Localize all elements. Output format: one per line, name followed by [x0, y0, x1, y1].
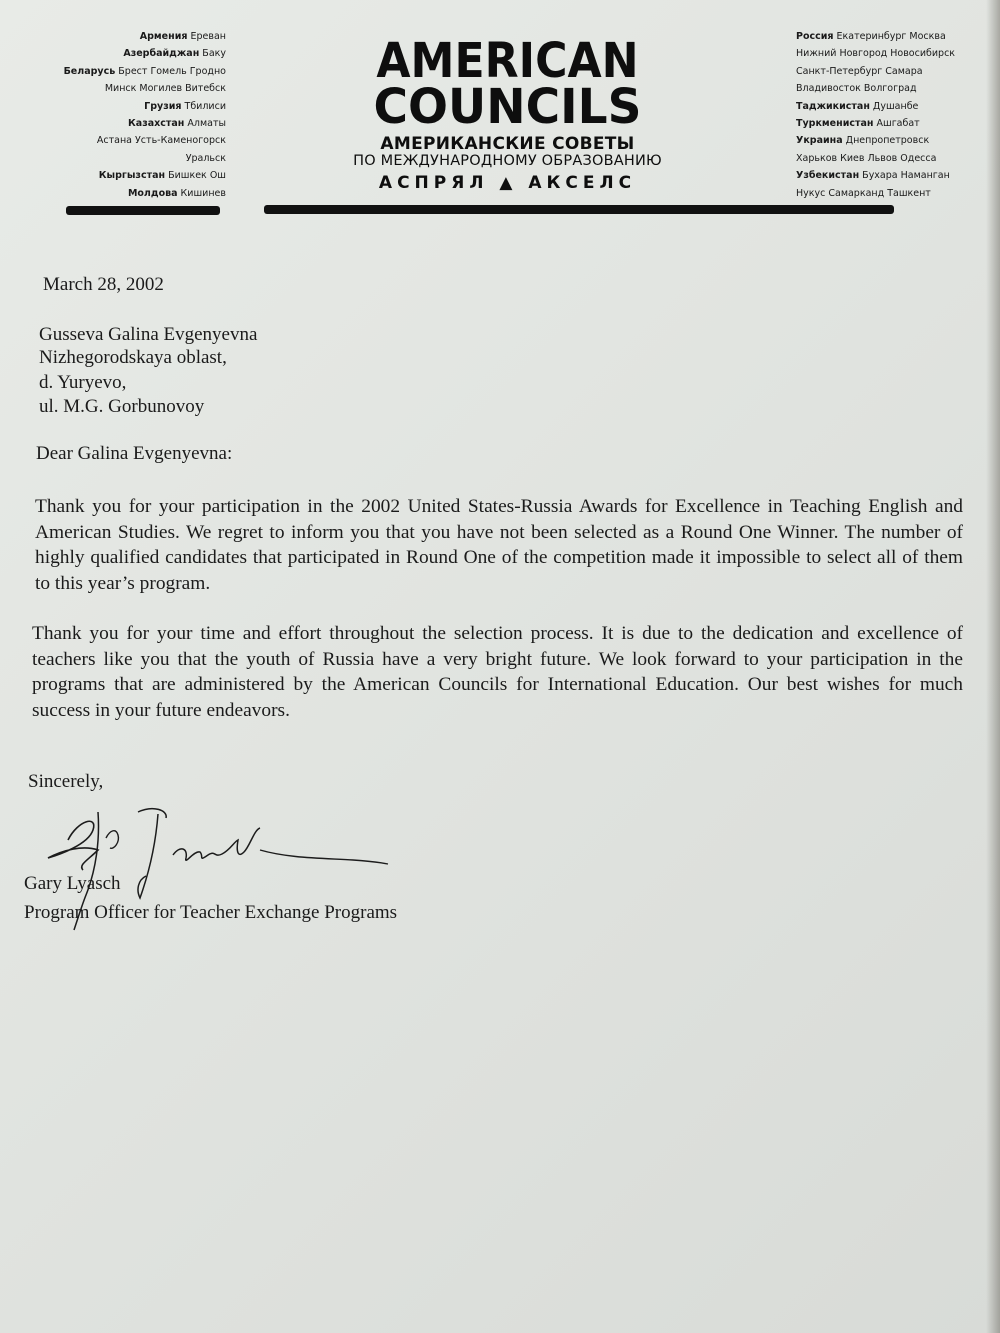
office-line: Минск Могилев Витебск — [104, 83, 226, 95]
closing: Sincerely, — [28, 771, 104, 792]
office-line: Грузия Тбилиси — [144, 100, 226, 112]
office-line: Астана Усть-Каменогорск — [96, 135, 226, 147]
brand-title-line2: COUNCILS — [373, 79, 642, 135]
recipient-street: ul. M.G. Gorbunovoy — [39, 396, 205, 417]
american-councils-logo — [330, 33, 685, 194]
office-line: Азербайджан Баку — [123, 48, 226, 60]
letterhead-right-offices — [796, 28, 996, 202]
office-line: Армения Ереван — [139, 31, 226, 42]
brand-title-line1: AMERICAN — [376, 33, 639, 89]
brand-russian-line1: АМЕРИКАНСКИЕ СОВЕТЫ — [380, 134, 635, 154]
brand-russian-line2: ПО МЕЖДУНАРОДНОМУ ОБРАЗОВАНИЮ — [353, 153, 662, 169]
office-line: Украина Днепропетровск — [796, 135, 930, 147]
redaction-bar-left — [66, 206, 220, 215]
office-line: Таджикистан Душанбе — [796, 100, 919, 112]
office-line: Нижний Новгород Новосибирск — [796, 48, 956, 60]
office-line: Молдова Кишинев — [127, 187, 226, 199]
recipient-region: Nizhegorodskaya oblast, — [39, 347, 227, 368]
letterhead-left-offices — [30, 28, 226, 202]
office-line: Санкт-Петербург Самара — [796, 65, 923, 77]
office-line: Владивосток Волгоград — [796, 83, 917, 95]
brand-russian-line3: АСПРЯЛ ▲ АКСЕЛС — [378, 173, 637, 193]
office-line: Казахстан Алматы — [128, 118, 226, 130]
redaction-bar-center — [264, 205, 894, 214]
office-line: Беларусь Брест Гомель Гродно — [63, 65, 226, 77]
office-line: Уральск — [185, 152, 226, 164]
office-line: Нукус Самарканд Ташкент — [796, 187, 931, 199]
office-line: Россия Екатеринбург Москва — [796, 31, 946, 42]
office-line: Харьков Киев Львов Одесса — [796, 152, 937, 164]
signer-name: Gary Lyasch — [24, 873, 121, 894]
office-line: Кыргызстан Бишкек Ош — [98, 170, 226, 182]
recipient-village: d. Yuryevo, — [39, 372, 127, 393]
recipient-name: Gusseva Galina Evgenyevna — [39, 324, 258, 345]
salutation: Dear Galina Evgenyevna: — [36, 443, 233, 464]
signer-title: Program Officer for Teacher Exchange Programs — [24, 902, 398, 923]
body-paragraph-1: Thank you for your participation in the 2002 United States-Russia Awards for Excellence in Teaching English and American Studies. We regret to inform you that you have not been selected as a Round One Winner. The number of highly qualified candidates that participated in Round One of the competition made it impossible to select all of them to this year’s program. — [35, 496, 963, 594]
office-line: Узбекистан Бухара Наманган — [796, 170, 950, 182]
letter-date: March 28, 2002 — [43, 274, 164, 295]
office-line: Туркменистан Ашгабат — [796, 118, 920, 130]
body-paragraph-2: Thank you for your time and effort throughout the selection process. It is due to the dedication and excellence of teachers like you that the youth of Russia have a very bright future. We look forward to your participation in the programs that are administered by the American Councils for International Education. Our best wishes for much success in your future endeavors. — [32, 623, 963, 721]
